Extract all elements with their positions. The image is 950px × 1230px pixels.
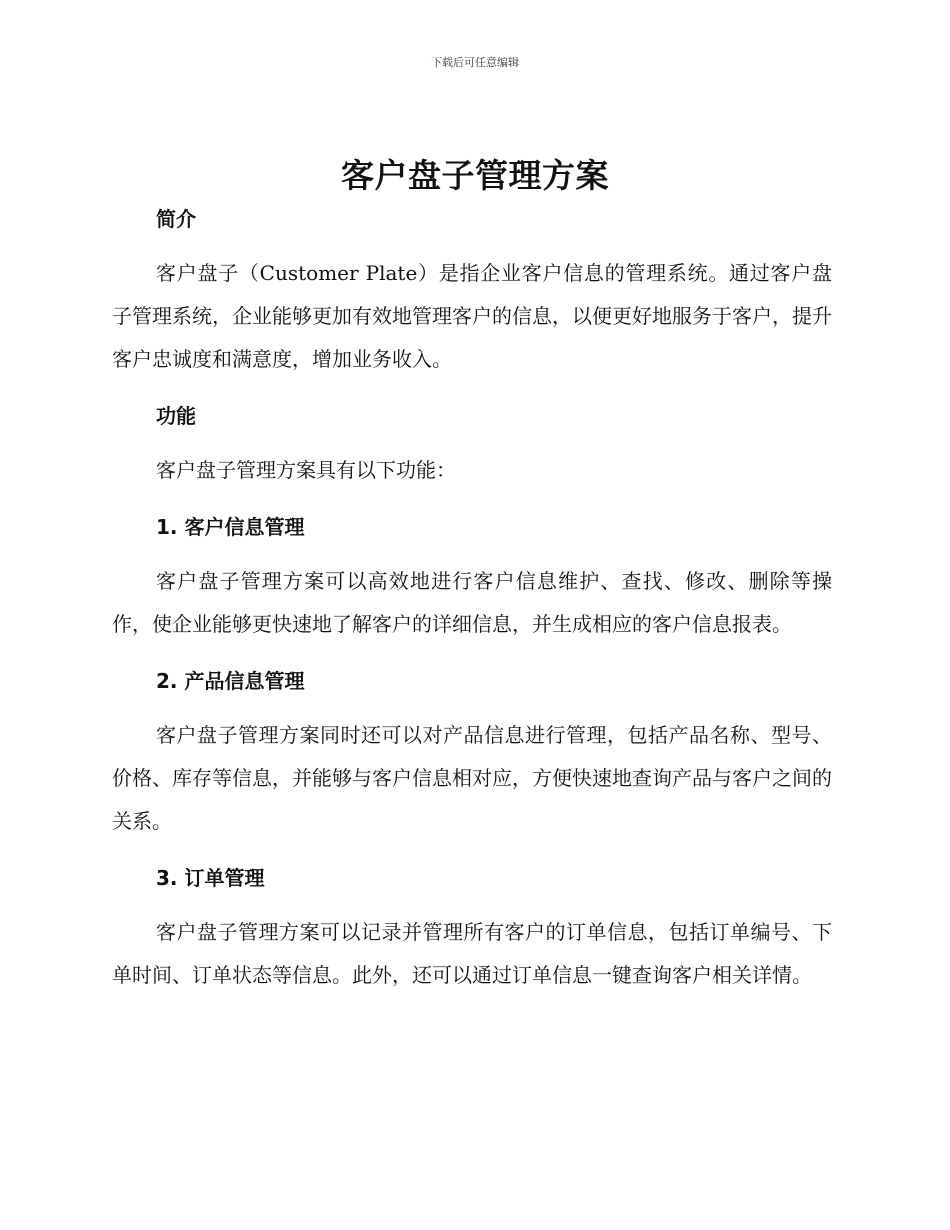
section-intro xyxy=(112,204,832,381)
section-paragraph: 客户盘子（Customer Plate）是指企业客户信息的管理系统。通过客户盘子管理系统，企业能够更加有效地管理客户的信息，以便更好地服务于客户，提升客户忠诚度和满意度，增加业务收入。 xyxy=(112,261,832,371)
section-heading: 功能 xyxy=(156,404,196,428)
section-paragraph: 客户盘子管理方案可以高效地进行客户信息维护、查找、修改、删除等操作，使企业能够更快速地了解客户的详细信息，并生成相应的客户信息报表。 xyxy=(112,569,832,636)
document-title: 客户盘子管理方案 xyxy=(341,156,609,195)
section-heading: 简介 xyxy=(156,207,196,231)
document-body xyxy=(112,204,832,997)
section-paragraph: 客户盘子管理方案可以记录并管理所有客户的订单信息，包括订单编号、下单时间、订单状态等信息。此外，还可以通过订单信息一键查询客户相关详情。 xyxy=(112,920,832,987)
section-paragraph: 客户盘子管理方案具有以下功能： xyxy=(156,458,456,482)
section-order-management xyxy=(112,863,832,997)
header-note: 下载后可任意编辑 xyxy=(431,56,519,69)
section-heading: 2. 产品信息管理 xyxy=(156,669,305,693)
section-features xyxy=(112,401,832,492)
section-customer-info xyxy=(112,512,832,646)
section-heading: 3. 订单管理 xyxy=(156,866,265,890)
section-paragraph: 客户盘子管理方案同时还可以对产品信息进行管理，包括产品名称、型号、价格、库存等信息，并能够与客户信息相对应，方便快速地查询产品与客户之间的关系。 xyxy=(112,723,832,833)
section-heading: 1. 客户信息管理 xyxy=(156,515,305,539)
section-product-info xyxy=(112,666,832,843)
